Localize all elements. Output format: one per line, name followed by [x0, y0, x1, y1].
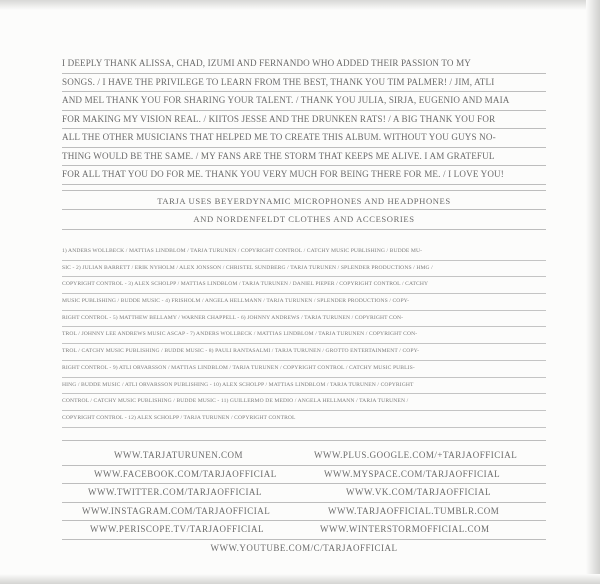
credits-line: TROL / CATCHY MUSIC PUBLISHING / BUDDE MUSIC - 8) PAULI RANTASALMI / TARJA TURUNEN / GROTTO ENTERTAINMENT / COPY-	[62, 344, 546, 361]
credits-line: HING / BUDDE MUSIC / ATLI ORVARSSON PUBLISHING - 10) ALEX SCHOLPP / MATTIAS LINDBLOM / TARJA TURUNEN / COPYRIGHT	[62, 378, 546, 395]
credits-line: 1) ANDERS WOLLBECK / MATTIAS LINDBLOM / TARJA TURUNEN / COPYRIGHT CONTROL / CATCHY MUSIC PUBLISHING / BUDDE MU-	[62, 244, 546, 261]
divider	[62, 190, 546, 191]
web-links	[62, 447, 546, 557]
thanks-line: ALL THE OTHER MUSICIANS THAT HELPED ME TO CREATE THIS ALBUM. WITHOUT YOU GUYS NO-	[62, 129, 546, 148]
link-periscope[interactable]: WWW.PERISCOPE.TV/TARJAOFFICIAL	[90, 524, 264, 534]
credits-line: TROL / JOHNNY LEE ANDREWS MUSIC ASCAP - 7) ANDERS WOLLBECK / MATTIAS LINDBLOM / TARJA TURUNEN / COPYRIGHT CON-	[62, 327, 546, 344]
links-row	[62, 447, 546, 466]
credits-line: MUSIC PUBLISHING / BUDDE MUSIC - 4) FRISHOLM / ANGELA HELLMANN / TARJA TURUNEN / SPLENDER PRODUCTIONS / COPY-	[62, 294, 546, 311]
link-myspace[interactable]: WWW.MYSPACE.COM/TARJAOFFICIAL	[324, 468, 501, 479]
link-tumblr[interactable]: WWW.TARJAOFFICIAL.TUMBLR.COM	[328, 505, 500, 516]
links-row	[62, 466, 546, 485]
thanks-line: AND MEL THANK YOU FOR SHARING YOUR TALENT. / THANK YOU JULIA, SIRJA, EUGENIO AND MAIA	[62, 92, 546, 111]
thanks-line: SONGS. / I HAVE THE PRIVILEGE TO LEARN FROM THE BEST, THANK YOU TIM PALMER! / JIM, ATLI	[62, 74, 546, 93]
divider	[62, 440, 546, 441]
divider	[62, 209, 546, 210]
link-vk[interactable]: WWW.VK.COM/TARJAOFFICIAL	[346, 487, 491, 497]
songwriting-credits	[62, 244, 546, 428]
link-facebook[interactable]: WWW.FACEBOOK.COM/TARJAOFFICIAL	[94, 468, 277, 479]
link-website[interactable]: WWW.TARJATURUNEN.COM	[114, 450, 243, 460]
links-row	[62, 540, 546, 558]
links-row	[62, 503, 546, 522]
link-instagram[interactable]: WWW.INSTAGRAM.COM/TARJAOFFICIAL	[82, 505, 271, 516]
thanks-line: FOR MAKING MY VISION REAL. / KIITOS JESSE AND THE DRUNKEN RATS! / A BIG THANK YOU FOR	[62, 111, 546, 130]
page-edge-shadow-right	[586, 0, 600, 584]
divider	[62, 229, 546, 230]
credits-line: RIGHT CONTROL - 5) MATTHEW BELLAMY / WARNER CHAPPELL - 6) JOHNNY ANDREWS / TARJA TURUNEN / COPYRIGHT CON-	[62, 311, 546, 328]
credits-line: SIC - 2) JULIAN BARRETT / ERIK NYHOLM / ALEX JONSSON / CHRISTEL SUNDBERG / TARJA TURUNEN / SPLENDER PRODUCTIONS / HMG /	[62, 261, 546, 278]
thanks-line: FOR ALL THAT YOU DO FOR ME. THANK YOU VERY MUCH FOR BEING THERE FOR ME. / I LOVE YOU!	[62, 166, 546, 185]
link-google-plus[interactable]: WWW.PLUS.GOOGLE.COM/+TARJAOFFICIAL	[314, 450, 518, 460]
credits-line: RIGHT CONTROL - 9) ATLI ORVARSSON / MATTIAS LINDBLOM / TARJA TURUNEN / COPYRIGHT CONTROL / CATCHY MUSIC PUBLIS-	[62, 361, 546, 378]
credits-line: COPYRIGHT CONTROL - 3) ALEX SCHOLPP / MATTIAS LINDBLOM / TARJA TURUNEN / DANIEL PIEPER / COPYRIGHT CONTROL / CATCHY	[62, 277, 546, 294]
links-row	[62, 521, 546, 540]
link-winterstorm[interactable]: WWW.WINTERSTORMOFFICIAL.COM	[320, 524, 490, 534]
link-twitter[interactable]: WWW.TWITTER.COM/TARJAOFFICIAL	[88, 487, 262, 497]
credits-line: CONTROL / CATCHY MUSIC PUBLISHING / BUDDE MUSIC - 11) GUILLERMO DE MEDIO / ANGELA HELLMANN / TARJA TURUNEN /	[62, 394, 546, 411]
page-edge-shadow-top	[0, 0, 600, 10]
sponsor-line-1: TARJA USES BEYERDYNAMIC MICROPHONES AND HEADPHONES	[157, 196, 451, 206]
link-youtube[interactable]: WWW.YOUTUBE.COM/C/TARJAOFFICIAL	[210, 542, 398, 553]
thanks-line: I DEEPLY THANK ALISSA, CHAD, IZUMI AND FERNANDO WHO ADDED THEIR PASSION TO MY	[62, 55, 546, 74]
credits-line: COPYRIGHT CONTROL - 12) ALEX SCHOLPP / TARJA TURUNEN / COPYRIGHT CONTROL	[62, 411, 546, 428]
sponsor-line-2: AND NORDENFELDT CLOTHES AND ACCESORIES	[193, 214, 415, 224]
links-row	[62, 484, 546, 503]
thanks-line: THING WOULD BE THE SAME. / MY FANS ARE THE STORM THAT KEEPS ME ALIVE. I AM GRATEFUL	[62, 148, 546, 167]
page-edge-shadow-bottom	[0, 574, 600, 584]
thanks-paragraph	[62, 55, 546, 185]
